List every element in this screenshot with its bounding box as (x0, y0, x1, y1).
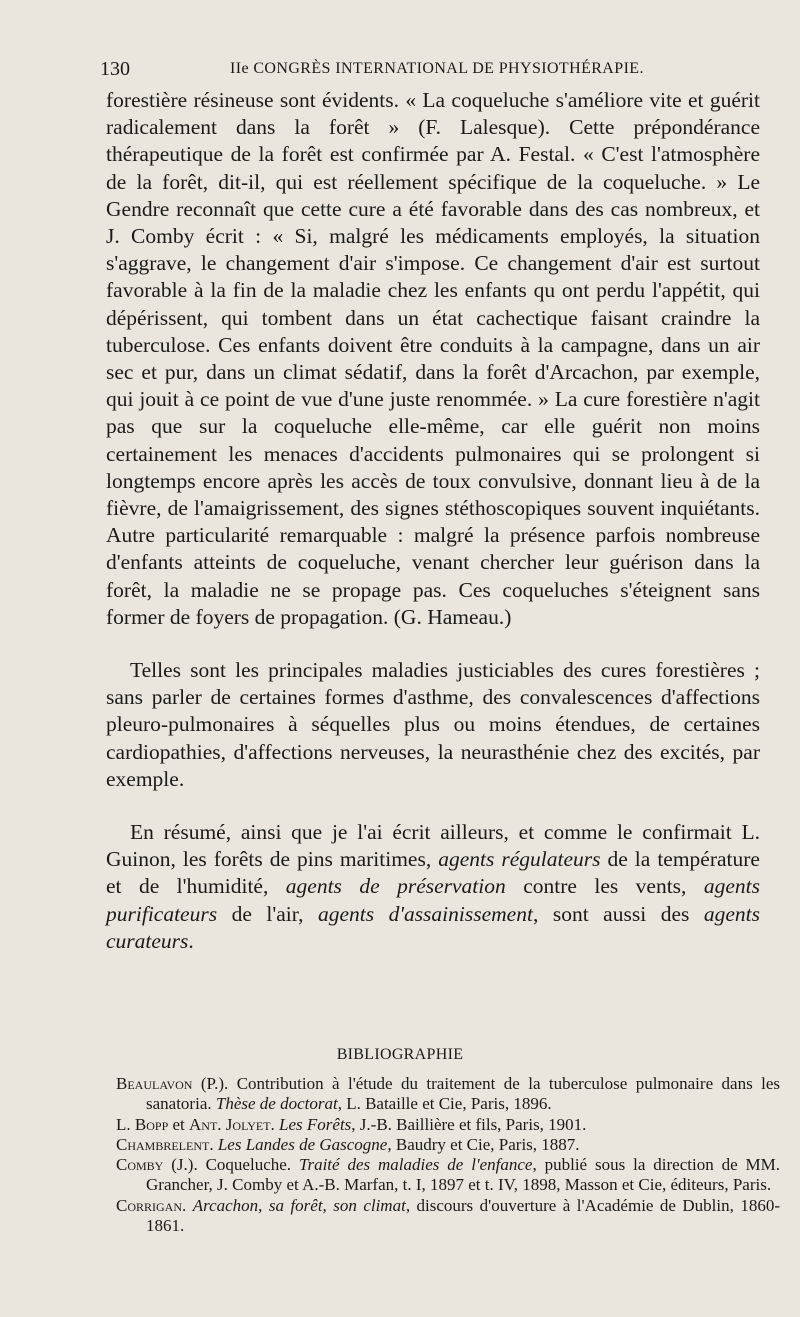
author-name: Bopp (134, 1114, 169, 1134)
text-run: . (188, 928, 194, 953)
author-name: Beaulavon (116, 1074, 193, 1093)
italic-text: agents régulateurs (438, 847, 601, 872)
author-name: Chambrelent (116, 1134, 210, 1154)
italic-text: Les Forêts (279, 1114, 352, 1134)
text-run: Telles sont les principales maladies justiciables des cures forestières ; sans parler de certaines formes d'asthme, des convalescences d'affections pleuro-pulmonaires à séquelles plus ou moins étendues, de certaines cardiopathies, d'affections nerveuses, la neurasthénie chez des excités, par exemple. (106, 658, 760, 791)
text-run: , sont aussi des (532, 901, 704, 926)
page-number: 130 (100, 58, 130, 80)
text-run: . (209, 1134, 218, 1154)
author-name: Corrigan (116, 1195, 183, 1215)
author-name: Ant. Jolyet (189, 1114, 271, 1134)
text-run: de la température et de l'humidité, (106, 847, 760, 899)
text-run: contre les vents, (505, 874, 704, 899)
text-run: , J.-B. Baillière et fils, Paris, 1901. (351, 1114, 587, 1134)
text-run: forestière résineuse sont évidents. « La coqueluche s'améliore vite et guérit radicalement dans la forêt » (F. Lalesque). Cette prépondérance thérapeutique de la forêt est confirmée par A. Festal. « C'est l'atmosphère de la forêt, dit-il, qui est réellement spécifique de la coqueluche. » Le Gendre reconnaît que cette cure a été favorable dans des cas nombreux, et J. Comby écrit : « Si, malgré les médicaments employés, la situation s'aggrave, le changement d'air s'impose. Ce changement d'air est surtout favorable à la fin de la maladie chez les enfants qu ont perdu l'appétit, qui dépérissent, qui tombent dans un état cachectique faisant craindre la tuberculose. Ces enfants doivent être conduits à la campagne, dans un air sec et pur, dans un climat sédatif, dans la forêt d'Arcachon, par exemple, qui jouit à ce point de vue d'une juste renommée. » La cure forestière n'agit pas que sur la coqueluche elle-même, car elle guérit non moins certainement les menaces d'accidents pulmonaires qui se prolongent si longtemps encore après les accès de toux convulsive, donnant lieu à de la fièvre, de l'amaigrissement, des signes stéthoscopiques souvent inquiétants. Autre particularité remarquable : malgré la présence parfois nombreuse d'enfants atteints de coqueluche, venant chercher leur guérison dans la forêt, la maladie ne se propage pas. Ces coqueluches s'éteignent sans former de foyers de propagation. (G. Hameau.) (106, 88, 760, 629)
text-run: L. (116, 1114, 135, 1134)
bibliography-entry (116, 1074, 780, 1115)
italic-text: agents d'assainissement (317, 901, 533, 926)
text-run: , publié sous la direction de MM. Grancher, J. Comby et A.-B. Marfan, t. I, 1897 et t. IV, 1898, Masson et Cie, éditeurs, Paris. (146, 1155, 781, 1195)
text-run: (J.). Coqueluche. (163, 1155, 299, 1175)
italic-text: Arcachon, sa forêt, son climat (192, 1195, 406, 1215)
paragraph (106, 657, 760, 793)
running-title: IIe CONGRÈS INTERNATIONAL DE PHYSIOTHÉRAPIE. (230, 60, 644, 77)
bibliography-entry (116, 1155, 780, 1196)
bibliography-entry (116, 1135, 780, 1155)
text-run: . (270, 1114, 280, 1134)
text-run: et (168, 1114, 190, 1134)
bibliography-entry (116, 1196, 780, 1237)
bibliography-list (116, 1074, 780, 1236)
text-run: (P.). Contribution à l'étude du traitement de la tuberculose pulmonaire dans les sanatoria. (146, 1074, 780, 1114)
italic-text: Thèse de doctorat (215, 1094, 338, 1114)
text-run: , Baudry et Cie, Paris, 1887. (387, 1134, 580, 1154)
author-name: Comby (116, 1155, 164, 1175)
italic-text: Les Landes de Gascogne (217, 1134, 388, 1154)
page-header (100, 58, 760, 84)
bibliography-entry (116, 1115, 780, 1135)
text-run: , discours d'ouverture à l'Académie de Dublin, 1860-1861. (146, 1195, 780, 1236)
italic-text: agents curateurs (106, 901, 760, 953)
italic-text: Traité des maladies de l'enfance (298, 1155, 533, 1175)
bibliography-title: BIBLIOGRAPHIE (336, 1046, 464, 1063)
text-run: , L. Bataille et Cie, Paris, 1896. (337, 1094, 552, 1114)
italic-text: agents de préservation (285, 874, 506, 899)
text-run: En résumé, ainsi que je l'ai écrit ailleurs, et comme le confirmait L. Guinon, les forêts de pins maritimes, (106, 820, 760, 872)
paragraph (106, 819, 760, 955)
italic-text: agents purificateurs (106, 874, 761, 926)
paragraph (106, 87, 760, 631)
text-run: de l'air, (217, 901, 318, 926)
body-text (106, 87, 760, 955)
text-run: . (182, 1195, 193, 1215)
